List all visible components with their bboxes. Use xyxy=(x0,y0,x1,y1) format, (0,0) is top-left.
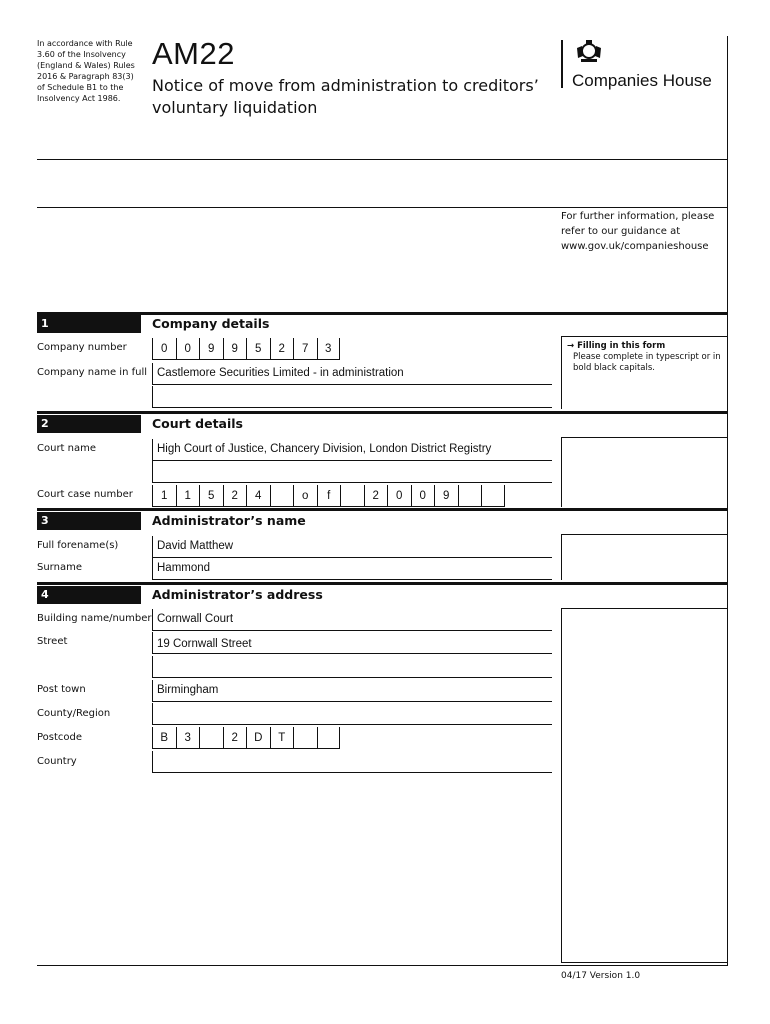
case-number-char-box[interactable] xyxy=(481,485,505,507)
side-border-3 xyxy=(561,534,562,580)
street-label: Street xyxy=(37,636,68,647)
company-name-field-line-2[interactable] xyxy=(152,386,552,408)
case-number-label: Court case number xyxy=(37,489,133,500)
court-name-label: Court name xyxy=(37,443,97,454)
surname-value: Hammond xyxy=(157,562,211,574)
case-number-char-box[interactable]: 0 xyxy=(411,485,435,507)
case-number-char-box[interactable]: 0 xyxy=(387,485,411,507)
footer-rule xyxy=(37,965,727,966)
postcode-label: Postcode xyxy=(37,732,83,743)
hint-border xyxy=(561,336,562,409)
company-number-char-box[interactable]: 3 xyxy=(317,338,341,360)
county-label: County/Region xyxy=(37,708,111,719)
header-divider xyxy=(37,159,727,160)
side-border-2 xyxy=(561,437,562,507)
section-4-title: Administrator’s address xyxy=(152,587,323,602)
section-1-title: Company details xyxy=(152,316,270,331)
section-2-rule xyxy=(37,411,727,414)
section-3-rule xyxy=(37,508,727,511)
company-number-char-box[interactable]: 7 xyxy=(293,338,317,360)
company-number-input[interactable] xyxy=(152,338,340,360)
post-town-label: Post town xyxy=(37,684,86,695)
company-number-char-box[interactable]: 9 xyxy=(223,338,247,360)
postcode-char-box[interactable] xyxy=(317,727,341,749)
form-title: Notice of move from administration to creditors’ voluntary liquidation xyxy=(152,76,539,117)
guidance-text: For further information, please refer to our guidance at www.gov.uk/companieshouse xyxy=(561,211,715,252)
case-number-char-box[interactable]: 2 xyxy=(364,485,388,507)
postcode-char-box[interactable]: B xyxy=(152,727,176,749)
company-number-char-box[interactable]: 9 xyxy=(199,338,223,360)
case-number-char-box[interactable]: o xyxy=(293,485,317,507)
court-name-value: High Court of Justice, Chancery Division, London District Registry xyxy=(157,443,492,455)
country-field[interactable] xyxy=(152,751,552,773)
company-number-char-box[interactable]: 5 xyxy=(246,338,270,360)
section-3-number: 3 xyxy=(37,512,141,530)
company-number-char-box[interactable]: 2 xyxy=(270,338,294,360)
forenames-value: David Matthew xyxy=(157,540,234,552)
forenames-label: Full forename(s) xyxy=(37,540,119,551)
royal-crest-icon xyxy=(575,38,603,64)
hint-text: Please complete in typescript or in bold black capitals. xyxy=(573,352,721,373)
side-border-4 xyxy=(561,608,562,962)
postcode-char-box[interactable]: 3 xyxy=(176,727,200,749)
company-number-char-box[interactable]: 0 xyxy=(176,338,200,360)
case-number-char-box[interactable]: f xyxy=(317,485,341,507)
post-town-value: Birmingham xyxy=(157,684,219,696)
case-number-char-box[interactable]: 2 xyxy=(223,485,247,507)
section-2-number: 2 xyxy=(37,415,141,433)
section-2-title: Court details xyxy=(152,416,243,431)
surname-label: Surname xyxy=(37,562,82,573)
case-number-char-box[interactable]: 9 xyxy=(434,485,458,507)
case-number-char-box[interactable]: 5 xyxy=(199,485,223,507)
country-label: Country xyxy=(37,756,77,767)
hint-title: → Filling in this form xyxy=(567,341,666,351)
company-name-label: Company name in full xyxy=(37,367,147,378)
logo-text: Companies House xyxy=(572,71,712,90)
case-number-input[interactable] xyxy=(152,485,505,507)
section-4-number: 4 xyxy=(37,586,141,604)
case-number-char-box[interactable] xyxy=(340,485,364,507)
street-value: 19 Cornwall Street xyxy=(157,638,252,650)
company-number-char-box[interactable]: 0 xyxy=(152,338,176,360)
header-divider-2 xyxy=(37,207,727,208)
hint-rule xyxy=(561,336,727,337)
logo-divider xyxy=(561,40,563,88)
surname-field[interactable] xyxy=(152,558,552,580)
postcode-input[interactable] xyxy=(152,727,340,749)
building-label: Building name/number xyxy=(37,613,152,624)
postcode-char-box[interactable]: T xyxy=(270,727,294,749)
case-number-char-box[interactable]: 1 xyxy=(176,485,200,507)
case-number-char-box[interactable]: 1 xyxy=(152,485,176,507)
company-number-label: Company number xyxy=(37,342,127,353)
side-rule-3 xyxy=(561,534,727,535)
section-1-number: 1 xyxy=(37,315,141,333)
company-name-value: Castlemore Securities Limited - in administration xyxy=(157,367,404,379)
version-text: 04/17 Version 1.0 xyxy=(561,971,641,981)
case-number-char-box[interactable] xyxy=(270,485,294,507)
side-rule-4-bottom xyxy=(561,962,727,963)
street-field-line-2[interactable] xyxy=(152,656,552,678)
postcode-char-box[interactable] xyxy=(199,727,223,749)
building-value: Cornwall Court xyxy=(157,613,234,625)
side-rule-2 xyxy=(561,437,727,438)
case-number-char-box[interactable]: 4 xyxy=(246,485,270,507)
postcode-char-box[interactable]: 2 xyxy=(223,727,247,749)
court-name-field-line-2[interactable] xyxy=(152,461,552,483)
postcode-char-box[interactable]: D xyxy=(246,727,270,749)
case-number-char-box[interactable] xyxy=(458,485,482,507)
section-3-title: Administrator’s name xyxy=(152,513,306,528)
rule-note: In accordance with Rule 3.60 of the Insolvency (England & Wales) Rules 2016 & Paragraph 83(3) of Schedule B1 to the Insolvency Act 1986. xyxy=(37,39,135,103)
postcode-char-box[interactable] xyxy=(293,727,317,749)
page-right-border xyxy=(727,36,728,966)
side-rule-4 xyxy=(561,608,727,609)
form-code: AM22 xyxy=(152,36,235,71)
section-4-rule xyxy=(37,582,727,585)
county-field[interactable] xyxy=(152,703,552,725)
